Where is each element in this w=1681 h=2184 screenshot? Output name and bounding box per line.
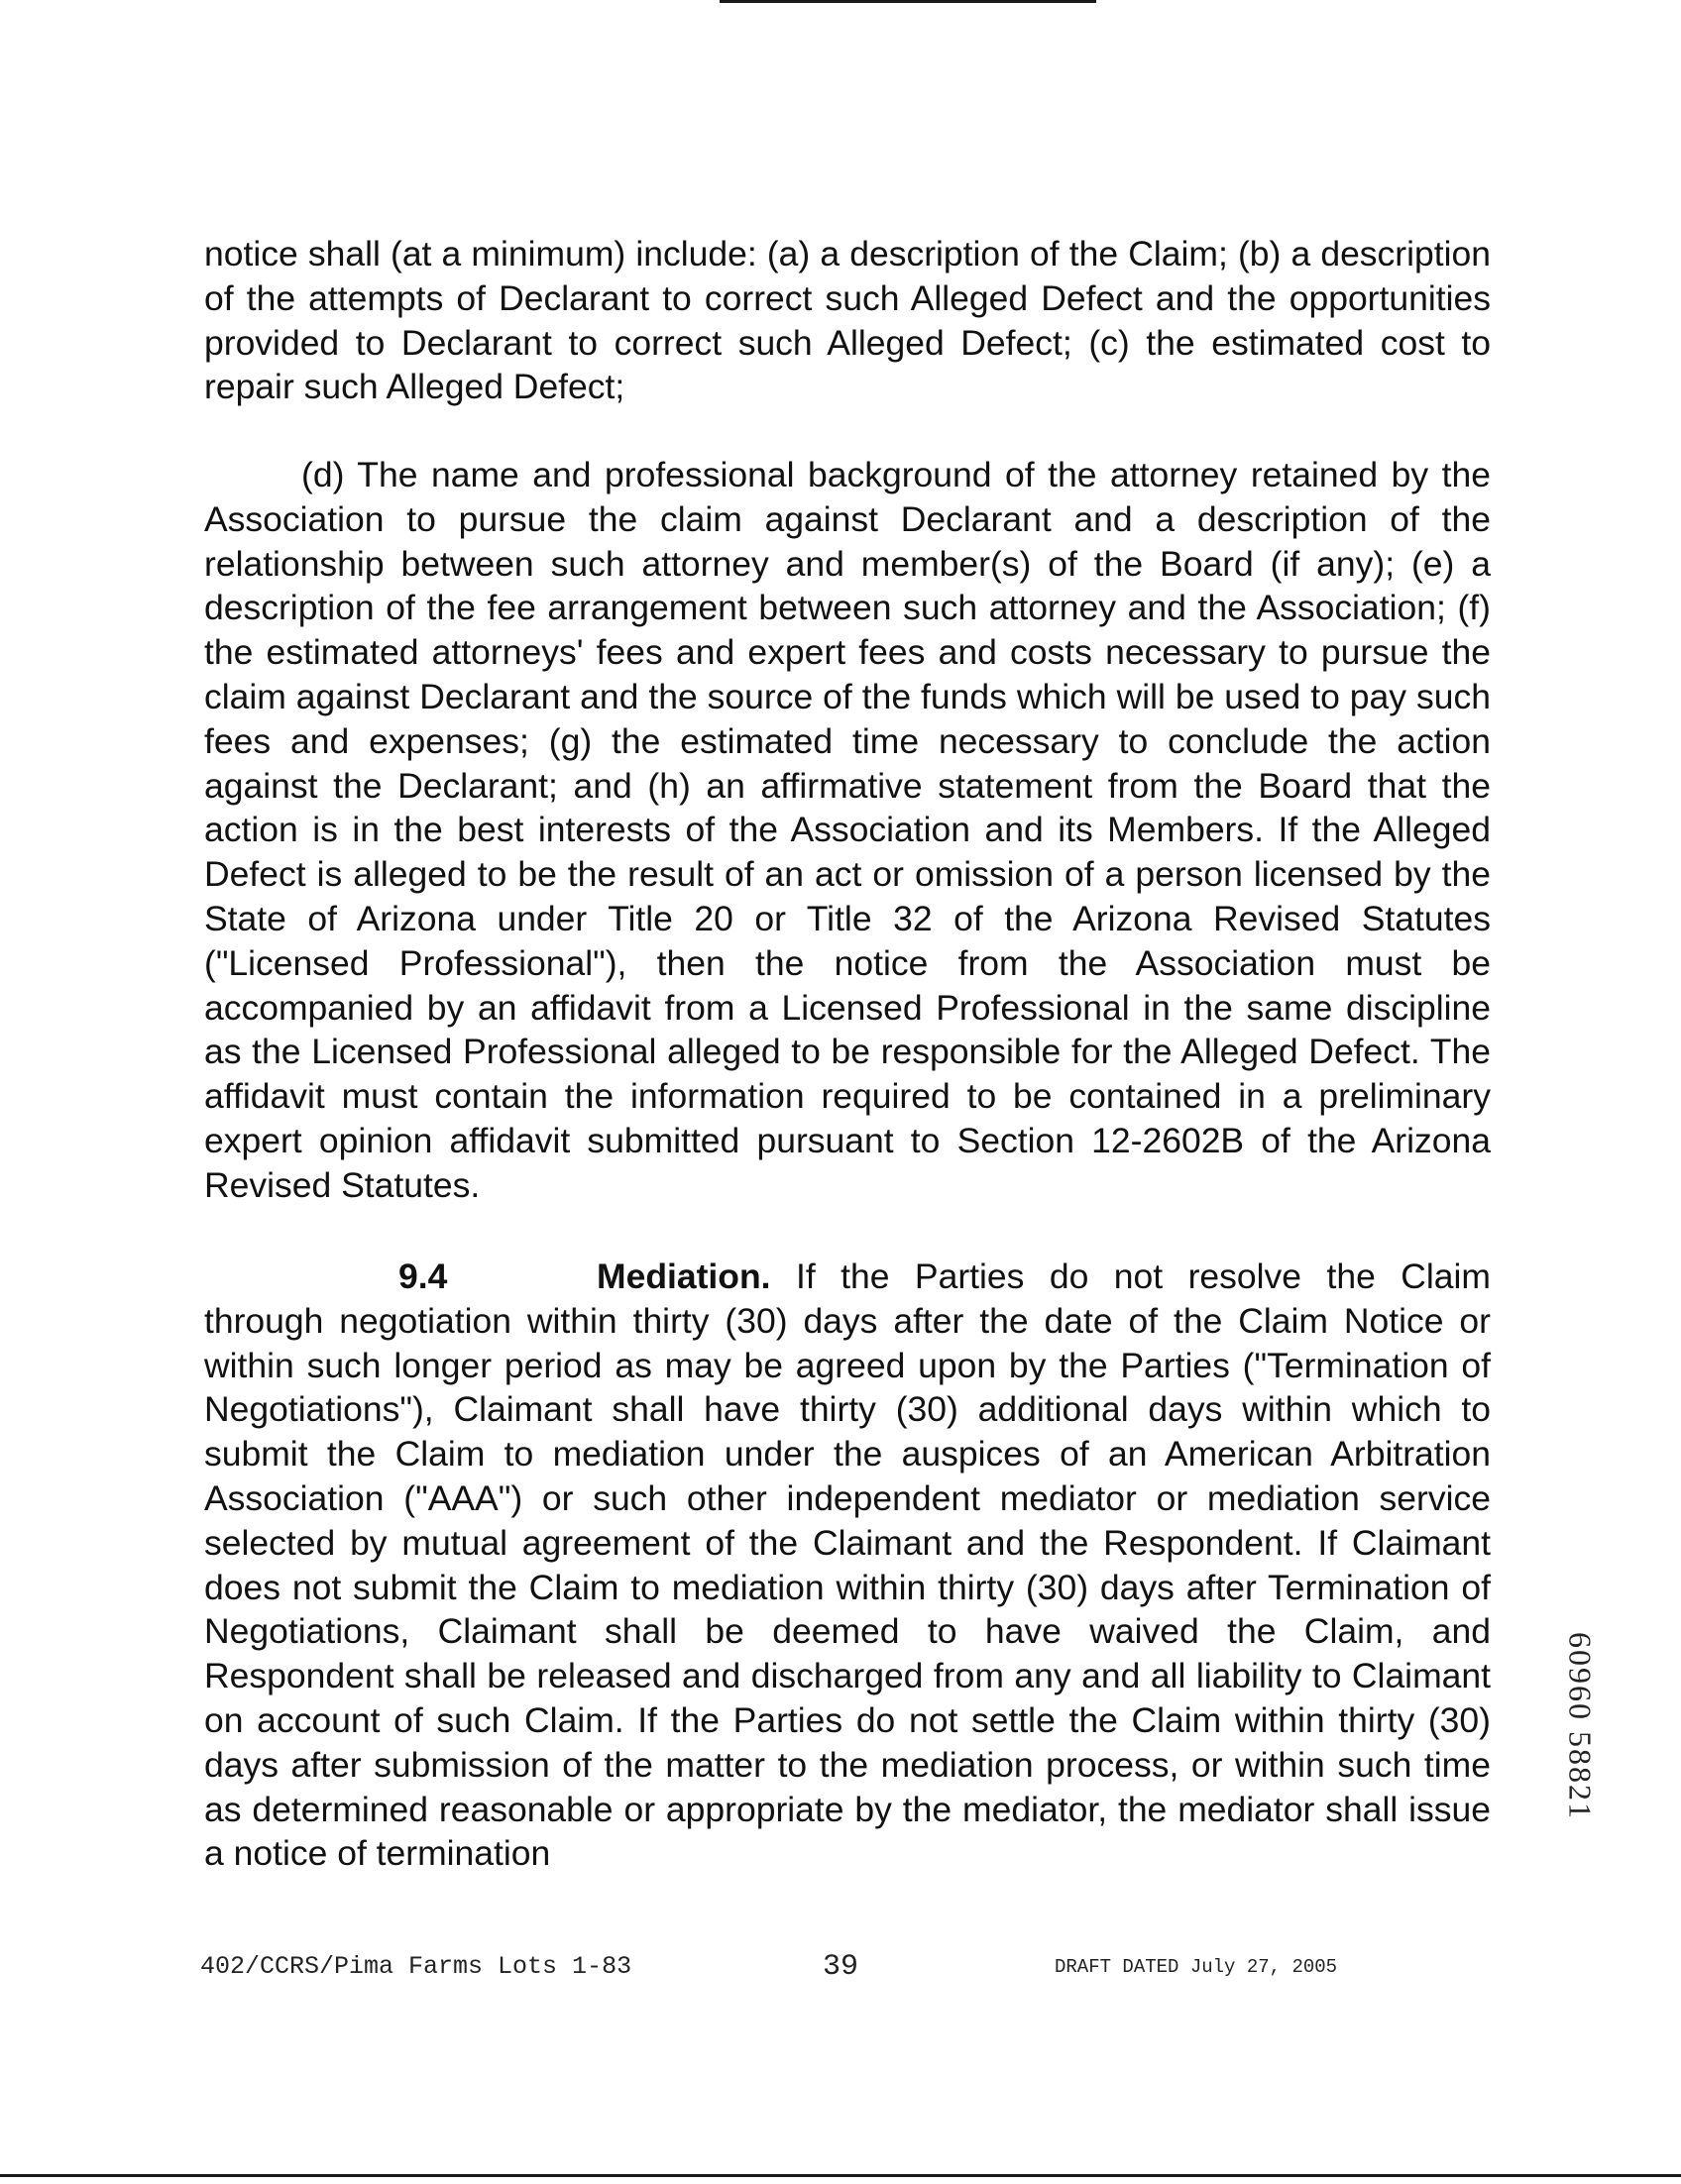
margin-stamp [1560,1593,1600,1859]
page-number: 39 [823,1950,859,1984]
paragraph-notice-contents: notice shall (at a minimum) include: (a) a description of the Claim; (b) a description of the attempts of Declarant to correct such Alleged Defect and the opportunities provided to Declarant to correct such Alleged Defect; (c) the estimated cost to repair such Alleged Defect; [204,234,1491,407]
top-rule [720,0,1096,3]
footer-file-reference: 402/CCRS/Pima Farms Lots 1-83 [200,1952,632,1981]
section-9-4-mediation [204,1255,1491,1876]
bottom-rule [0,2174,1681,2177]
margin-stamp-number: 60960 58821 [1562,1632,1599,1820]
section-body: If the Parties do not resolve the Claim through negotiation within thirty (30) days after the date of the Claim Notice or within such longer period as may be agreed upon by the Parties ("Termination of Negotiations"), Claimant shall have thirty (30) additional days within which to submit the Claim to mediation under the auspices of an American Arbitration Association ("AAA") or such other independent mediator or mediation service selected by mutual agreement of the Claimant and the Respondent. If Claimant does not submit the Claim to mediation within thirty (30) days after Termination of Negotiations, Claimant shall be deemed to have waived the Claim, and Respondent shall be released and discharged from any and all liability to Claimant on account of such Claim. If the Parties do not settle the Claim within thirty (30) days after submission of the matter to the mediation process, or within such time as determined reasonable or appropriate by the mediator, the mediator shall issue a notice of termination [204,1256,1491,1874]
draft-date-label: DRAFT DATED July 27, 2005 [1055,1956,1338,1978]
section-title: Mediation. [597,1256,771,1296]
section-number: 9.4 [398,1256,448,1296]
paragraph-notice-items: (d) The name and professional background of the attorney retained by the Association to pursue the claim against Declarant and a description of the relationship between such attorney and member(s) of the Board (if any); (e) a description of the fee arrangement between such attorney and the Association; (f) the estimated attorneys' fees and expert fees and costs necessary to pursue the claim against Declarant and the source of the funds which will be used to pay such fees and expenses; (g) the estimated time necessary to conclude the action against the Declarant; and (h) an affirmative statement from the Board that the action is in the best interests of the Association and its Members. If the Alleged Defect is alleged to be the result of an act or omission of a person licensed by the State of Arizona under Title 20 or Title 32 of the Arizona Revised Statutes ("Licensed Professional"), then the notice from the Association must be accompanied by an affidavit from a Licensed Professional in the same discipline as the Licensed Professional alleged to be responsible for the Alleged Defect. The affidavit must contain the information required to be contained in a preliminary expert opinion affidavit submitted pursuant to Section 12-2602B of the Arizona Revised Statutes. [204,455,1491,1205]
